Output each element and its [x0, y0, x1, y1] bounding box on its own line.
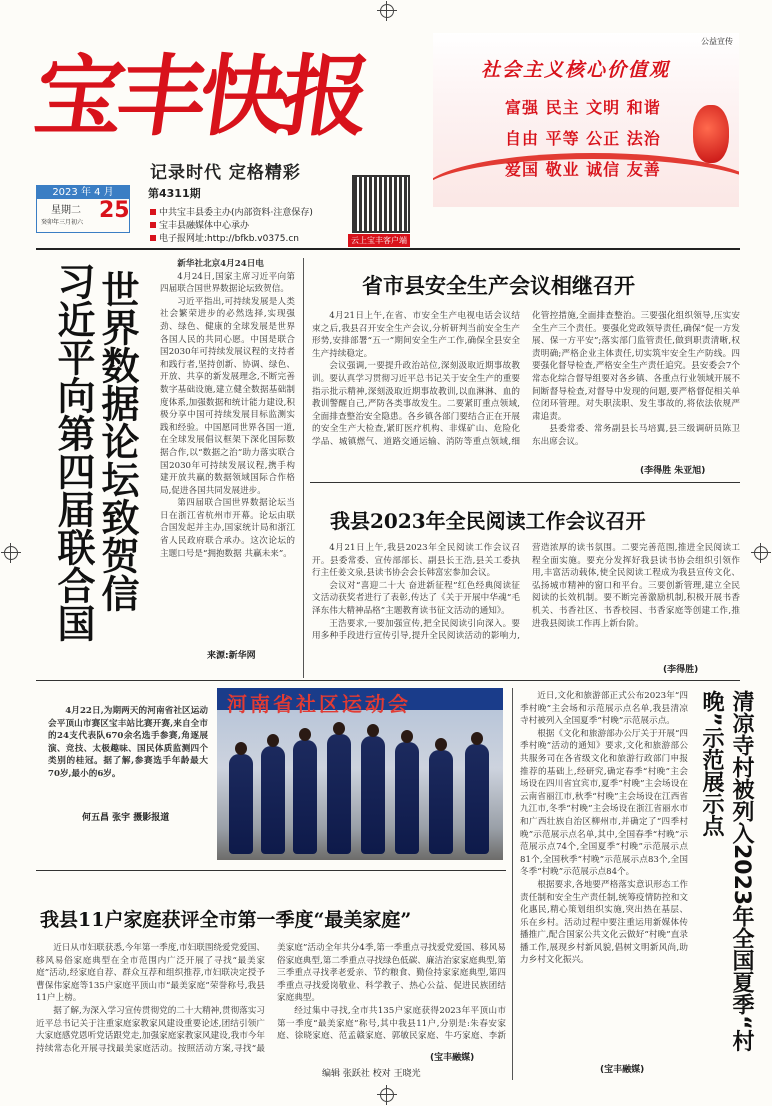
article1-credit: 来源:新华网: [207, 651, 256, 661]
article3-credit: (李得胜): [663, 665, 699, 675]
info-line-3: 电子报网址:http://bfkb.v0375.cn: [150, 231, 299, 244]
article1-para: 4月24日,国家主席习近平向第四届联合国世界数据论坛致贺信。: [160, 271, 295, 295]
date-lunar: 癸卯年三月初六: [41, 219, 84, 226]
masthead-title: 宝丰快报: [28, 44, 372, 148]
info-line-2: 宝丰县融媒体中心承办: [150, 218, 249, 231]
article1-headline-b: 世界数据论坛致贺信: [95, 270, 139, 612]
ad-row-2: 自由 平等 公正 法治: [505, 129, 661, 148]
dancer-figure: [327, 734, 351, 854]
ad-row-1: 富强 民主 文明 和谐: [505, 98, 661, 117]
article3-headline: 我县2023年全民阅读工作会议召开: [330, 509, 646, 533]
article3-para: 4月21日上午,我县2023年全民阅读工作会议召开。县委常委、宣传部部长、副县长王浩,县关工委执行主任姜文泉,县读书协会会长韩富宏参加会议。: [312, 543, 520, 579]
footer-editors: 编辑 张跃社 校对 王晓光: [322, 1069, 421, 1079]
article1-dateline: 新华社北京4月24日电: [177, 259, 264, 269]
article2-para: 4月21日上午,在省、市安全生产电视电话会议结束之后,我县召开安全生产会议,分析研判当前安全生产形势,安排部署“五一”期间安全生产工作,确保全县安全生产持续稳定。: [312, 311, 520, 359]
issue-number: 第4311期: [148, 187, 201, 200]
article4-headline: 清凉寺村被列入2023年全国夏季“村晚”示范展示点: [699, 690, 754, 1052]
article1-body: [160, 258, 295, 668]
article4-body: [520, 690, 688, 1076]
photo-banner: 河南省社区运动会: [227, 692, 411, 716]
article4-para: 近日,文化和旅游部正式公布2023年“四季村晚”主会场和示范展示点名单,我县清凉寺村被列入全国夏季“村晚”示范展示点。: [520, 691, 688, 727]
dancer-figure: [293, 740, 317, 854]
article1-headline-a: 习近平向第四届联合国: [51, 262, 95, 642]
registration-mark-bottom: [380, 1088, 394, 1102]
masthead-rule: [36, 248, 740, 250]
qr-code-icon: [352, 175, 410, 233]
article5-credit: (宝丰融媒): [430, 1053, 475, 1063]
article5-headline: 我县11户家庭获评全市第一季度“最美家庭”: [40, 909, 412, 931]
registration-mark-right: [754, 546, 768, 560]
divider-h1: [310, 482, 740, 483]
article2-body: [312, 310, 740, 470]
divider-h3: [36, 870, 506, 871]
article3-para: 会议对“喜迎二十大 奋进新征程”红色经典阅读征文活动获奖者进行了表彰,传达了《关于开展中华魂“毛泽东伟大精神品格”主题教育读书征文活动的通知》。: [312, 580, 520, 616]
photo-caption: 4月22日,为期两天的河南省社区运动会平顶山市赛区宝丰站比赛开赛,来自全市的24支代表队670余名选手参赛,角逐展演、竞技、太极趣味、国民体质监测四个类别的桂冠。据了解,参赛选手年龄最大70岁,最小的6岁。: [48, 706, 208, 779]
ad-row-3: 爱国 敬业 诚信 友善: [505, 160, 661, 179]
article5-body: [36, 942, 506, 1066]
article2-para: 县委常委、常务副县长马培翼,县三级调研员陈卫东出席会议。: [532, 424, 740, 447]
public-service-ad: [433, 33, 739, 207]
article5-para: 据了解,为深入学习宣传贯彻党的二十大精神,贯彻落实习近平总书记关于注重家庭家教家风建设重要论述,团结引领广大家庭感党恩听党话跟党走,加强家庭家教家风建设,我市今年持续常态化开展寻找最美家庭活动。按照活动方案,寻找“最美家庭”活动全年共分4季,第一季重点寻找爱党爱国、移风易俗家庭典型,第二季重点寻找绿色低碳、廉洁治家家庭典型,第三季重点寻找孝老爱亲、节约粮食、勤俭持家家庭典型,第四季重点寻找爱岗敬业、科学教子、热心公益、促进民族团结家庭典型。: [36, 943, 506, 1054]
article3-body: [312, 542, 740, 666]
ad-title: 社会主义核心价值观: [481, 59, 671, 81]
article1-para: 第四届联合国世界数据论坛当日在浙江省杭州市开幕。论坛由联合国发起并主办,国家统计局和浙江省人民政府联合承办。这次论坛的主题口号是“拥抱数据 共赢未来”。: [160, 498, 295, 559]
qr-caption: 云上宝丰客户端: [348, 234, 410, 247]
dancer-figure: [429, 750, 453, 854]
date-year-month: 2023 年 4 月: [37, 186, 129, 199]
dancer-figure: [395, 742, 419, 854]
dancer-figure: [361, 736, 385, 854]
article2-para: 会议强调,一要提升政治站位,深刻汲取近期事故教训。要认真学习贯彻习近平总书记关于安全生产的重要指示批示精神,深刻汲取近期事故教训,以血淋淋、血的教训警醒自己,严防各类事故发生。二要紧盯重点领域,全面排查整治安全隐患。各乡镇各部门要结合正在开展的安全生产大检查,紧盯医疗机构、非煤矿山、危险化学品、城镇燃气、道路交通运输、消防等重点领域,细化管控措施,全面排查整治。三要强化组织领导,压实安全生产三个责任。要强化党政领导责任,确保“促一方发展、保一方平安”;落实部门监管责任,做到职责清晰,权责明确;严格企业主体责任,切实筑牢安全生产防线。四要强化督导检查,严格安全生产责任追究。县安委会7个常态化综合督导组要对各乡镇、各重点行业领域开展不间断督导检查,对督导中发现的问题,要严格督促相关单位闭环管理。对失职渎职、发生事故的,将依法依规严肃追责。: [312, 311, 740, 447]
registration-mark-left: [4, 546, 18, 560]
dance-photo: [217, 688, 503, 860]
date-weekday: 星期二: [51, 205, 81, 216]
date-day: 25: [99, 198, 130, 223]
dancer-figure: [261, 746, 285, 854]
article2-headline: 省市县安全生产会议相继召开: [362, 273, 635, 298]
divider-v2: [512, 688, 513, 1080]
ad-tag: 公益宣传: [701, 37, 733, 46]
date-box: [36, 185, 130, 233]
article5-para: 近日从市妇联获悉,今年第一季度,市妇联围绕爱党爱国、移风易俗家庭典型在全市范围内广泛开展了寻找“最美家庭”活动,经家庭自荐、群众互荐和组织推荐,市妇联决定授予曹保伟家庭等135户家庭平顶山市“最美家庭”荣誉称号,我县11户上榜。: [36, 943, 265, 1004]
lantern-icon: [693, 105, 729, 163]
article5-para: 经过集中寻找,全市共135户家庭获得2023年平顶山市第一季度“最美家庭”称号,其中我县11户,分别是:朱春安家庭、徐晓家庭、范孟赣家庭、郭敏民家庭、牛巧家庭、李新: [277, 1005, 506, 1042]
info-line-1: 中共宝丰县委主办(内部资料·注意保存): [150, 205, 313, 218]
article3-para: 王浩要求,一要加强宣传,把全民阅读引向深入。要用多种手段进行宣传引导,提升全民阅读活动的影响力,营造浓厚的读书氛围。二要完善范围,推进全民阅读工程全面实施。要充分发挥好我县读书协会组织引领作用,丰富活动载体,使全民阅读工程成为我县宣传文化、弘扬城市精神的窗口和平台。三要创新管理,建立全民阅读的长效机制。要不断完善激励机制,积极开展书香机关、书香社区、书香校园、书香家庭等创建工作,推进我县阅读工作再上新台阶。: [312, 543, 740, 642]
divider-h2: [36, 680, 740, 681]
masthead-slogan: 记录时代 定格精彩: [150, 163, 301, 183]
dancer-figure: [229, 754, 253, 854]
divider-v1: [303, 258, 304, 678]
article1-para: 习近平指出,可持续发展是人类社会繁荣进步的必然选择,实现强劲、绿色、健康的全球发展是世界各国人民的共同心愿。中国是联合国2030年可持续发展议程的支持者和践行者,坚持创新、协调、绿色、开放、共享的新发展理念,不断完善数字基础设施,建立健全数据基础制度体系,加强数据和统计能力建设,积极分享中国可持续发展目标监测实践和经验。中国愿同世界各国一道,在全球发展倡议框架下深化国际数据合作,以“数据之治”助力落实联合国2030年可持续发展议程,携手构建开放共赢的数据领域国际合作格局,促进各国共同发展进步。: [160, 296, 295, 496]
article4-credit: (宝丰融媒): [600, 1065, 645, 1075]
article4-para: 根据《文化和旅游部办公厅关于开展“四季村晚”活动的通知》要求,文化和旅游部公共服务司在各省级文化和旅游行政部门申报推荐的基础上,经研究,确定春季“村晚”主会场设在四川省宜宾市,夏季“村晚”主会场设在云南省丽江市,秋季“村晚”主会场设在江西省九江市,冬季“村晚”主会场设在浙江省丽水市和广西壮族自治区柳州市,并确定了“四季村晚”示范展示点名单,其中,全国春季“村晚”示范展示点74个,全国夏季“村晚”示范展示点81个,全国秋季“村晚”示范展示点83个,全国冬季“村晚”示范展示点84个。: [520, 728, 688, 878]
registration-mark-top: [380, 4, 394, 18]
dancer-figure: [465, 744, 489, 854]
photo-credit: 何五昌 张宇 摄影报道: [82, 813, 170, 823]
article4-para: 根据要求,各地要严格落实意识形态工作责任制和安全生产责任制,统筹疫情防控和文化惠民,精心策划组织实施,突出热在基层、乐在乡村。活动过程中要注重运用新媒体传播推广,配合国家公共文化云做好“村晚”直录播工作,展现乡村新风貌,倡树文明新风尚,助力乡村文化振兴。: [520, 879, 688, 966]
article2-credit: (李得胜 朱亚旭): [640, 466, 706, 476]
